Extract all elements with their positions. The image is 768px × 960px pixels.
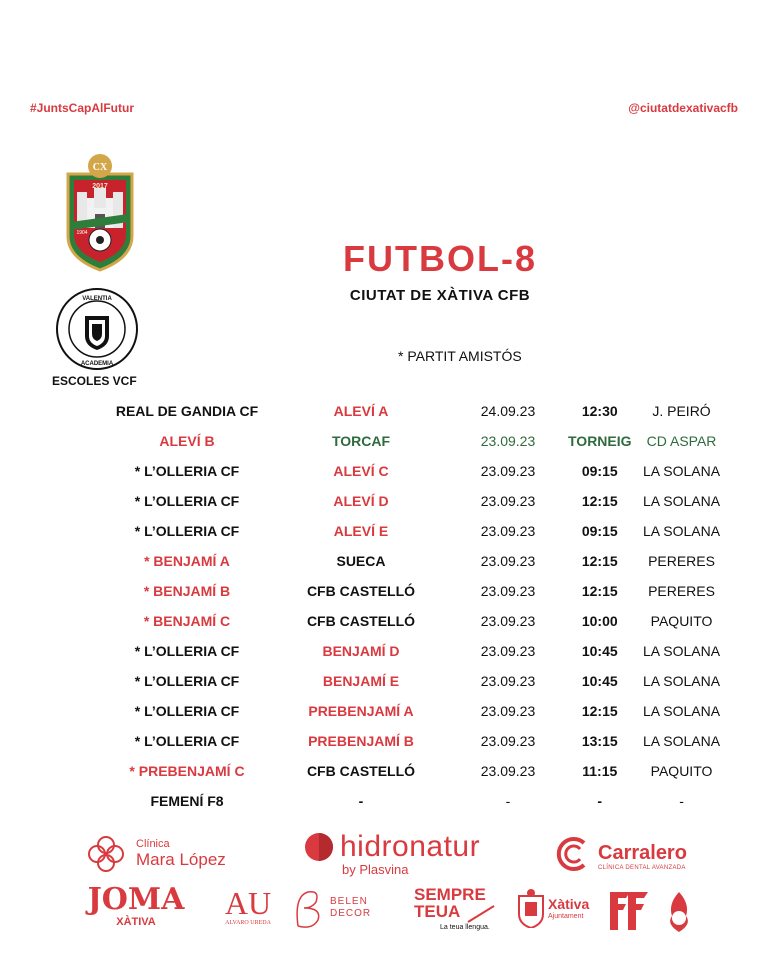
- fixture-venue: PERERES: [648, 553, 715, 569]
- fixture-row: [100, 726, 732, 756]
- fixture-venue: LA SOLANA: [643, 643, 721, 659]
- fixture-time: 10:45: [581, 643, 618, 659]
- sponsor-belen-decor: BELEN DECOR: [290, 886, 380, 932]
- fixture-home-team: * L’OLLERIA CF: [134, 523, 240, 539]
- fixture-away-team: ALEVÍ D: [333, 493, 389, 509]
- fixture-time: 12:15: [581, 493, 618, 509]
- fixture-home-team: * L’OLLERIA CF: [134, 733, 240, 749]
- fixture-home-team: * L’OLLERIA CF: [134, 493, 240, 509]
- fixture-home-team: * L’OLLERIA CF: [134, 643, 240, 659]
- fixtures-table: [100, 396, 732, 816]
- fixture-date: 23.09.23: [480, 523, 536, 539]
- fixture-away-team: ALEVÍ A: [333, 403, 389, 419]
- club-crest-logo: [62, 152, 138, 272]
- fixture-home-team: * BENJAMÍ B: [143, 583, 231, 599]
- fixture-away-team: BENJAMÍ D: [322, 643, 400, 659]
- fixture-time: TORNEIG: [568, 433, 632, 449]
- fixture-time: -: [597, 793, 603, 809]
- fixture-date: 23.09.23: [480, 673, 536, 689]
- fixture-time: 12:15: [581, 703, 618, 719]
- fixture-away-team: PREBENJAMÍ B: [308, 733, 414, 749]
- fixture-home-team: * L’OLLERIA CF: [134, 463, 240, 479]
- fixture-away-team: ALEVÍ C: [333, 463, 389, 479]
- sponsor-ffcv: [606, 888, 660, 934]
- fixture-venue: LA SOLANA: [643, 463, 721, 479]
- fixture-time: 12:15: [581, 583, 618, 599]
- fixture-row: [100, 546, 732, 576]
- hashtag: #JuntsCapAlFutur: [30, 101, 135, 115]
- fixture-date: 24.09.23: [480, 403, 536, 419]
- fixture-venue: LA SOLANA: [643, 733, 721, 749]
- fixture-row: [100, 516, 732, 546]
- fixture-date: 23.09.23: [480, 733, 536, 749]
- sponsor-carralero: Carralero CLÍNICA DENTAL AVANZADA: [552, 834, 702, 880]
- fixture-home-team: * BENJAMÍ C: [143, 613, 231, 629]
- fixture-venue: LA SOLANA: [643, 493, 721, 509]
- sponsor-sempre-teua: SEMPRE TEUA La teua llengua.: [414, 886, 498, 936]
- sponsor-emblem: [664, 890, 694, 934]
- fixture-venue: LA SOLANA: [643, 673, 721, 689]
- fixture-home-team: * PREBENJAMÍ C: [129, 763, 245, 779]
- fixture-away-team: TORCAF: [331, 433, 391, 449]
- sponsor-hidronatur: hidronatur by Plasvina: [304, 830, 504, 878]
- fixture-time: 11:15: [582, 763, 618, 779]
- fixture-row: [100, 456, 732, 486]
- friendly-note: * PARTIT AMISTÓS: [398, 348, 522, 364]
- fixture-date: 23.09.23: [480, 463, 536, 479]
- fixture-venue: CD ASPAR: [646, 433, 717, 449]
- fixture-row: [100, 426, 732, 456]
- fixture-venue: PAQUITO: [650, 613, 713, 629]
- page-subtitle: CIUTAT DE XÀTIVA CFB: [349, 287, 531, 304]
- fixture-row: [100, 576, 732, 606]
- fixture-away-team: SUECA: [336, 553, 386, 569]
- svg-text:2017: 2017: [92, 183, 108, 190]
- social-handle: @ciutatdexativacfb: [628, 101, 738, 115]
- fixture-time: 10:45: [581, 673, 618, 689]
- svg-text:ACADEMIA: ACADEMIA: [80, 361, 114, 367]
- sponsor-xativa-ajuntament: Xàtiva Ajuntament: [516, 888, 596, 934]
- fixture-home-team: ALEVÍ B: [159, 433, 215, 449]
- fixture-home-team: FEMENÍ F8: [150, 793, 224, 809]
- fixture-away-team: BENJAMÍ E: [322, 673, 400, 689]
- fixture-date: 23.09.23: [480, 643, 536, 659]
- fixture-time: 12:30: [581, 403, 618, 419]
- fixture-home-team: * L’OLLERIA CF: [134, 673, 240, 689]
- fixture-row: [100, 486, 732, 516]
- page-title: FUTBOL-8: [343, 238, 537, 279]
- svg-text:CX: CX: [92, 162, 108, 173]
- fixture-date: 23.09.23: [480, 613, 536, 629]
- fixture-row: [100, 786, 732, 816]
- fixture-date: 23.09.23: [480, 433, 536, 449]
- fixture-time: 13:15: [581, 733, 618, 749]
- fixture-home-team: REAL DE GANDIA CF: [115, 403, 259, 419]
- fixture-row: [100, 666, 732, 696]
- sponsor-clinica-mara-lopez: Clínica Mara López: [84, 832, 244, 876]
- fixture-away-team: CFB CASTELLÓ: [306, 763, 416, 779]
- fixture-date: 23.09.23: [480, 583, 536, 599]
- fixture-away-team: CFB CASTELLÓ: [306, 613, 416, 629]
- fixture-time: 09:15: [581, 463, 618, 479]
- fixture-venue: LA SOLANA: [643, 703, 721, 719]
- fixture-time: 10:00: [581, 613, 618, 629]
- fixture-row: [100, 756, 732, 786]
- fixture-row: [100, 636, 732, 666]
- fixture-date: -: [505, 793, 511, 809]
- sponsor-alvaro-ureda: AU ALVARO UREDA: [224, 885, 272, 926]
- fixture-away-team: CFB CASTELLÓ: [306, 583, 416, 599]
- fixture-away-team: ALEVÍ E: [333, 523, 389, 539]
- fixture-row: [100, 396, 732, 426]
- fixture-home-team: * L’OLLERIA CF: [134, 703, 240, 719]
- fixture-venue: PAQUITO: [650, 763, 713, 779]
- fixture-venue: J. PEIRÓ: [652, 403, 711, 419]
- fixture-away-team: -: [358, 793, 364, 809]
- vcf-label: ESCOLES VCF: [52, 374, 137, 388]
- sponsor-joma-xativa: JOMA XÀTIVA: [87, 882, 185, 928]
- fixture-venue: PERERES: [648, 583, 715, 599]
- fixture-date: 23.09.23: [480, 493, 536, 509]
- svg-text:VALENTIA: VALENTIA: [82, 296, 112, 302]
- fixture-away-team: PREBENJAMÍ A: [308, 703, 414, 719]
- fixture-row: [100, 606, 732, 636]
- fixture-venue: LA SOLANA: [643, 523, 721, 539]
- fixture-date: 23.09.23: [480, 553, 536, 569]
- fixture-date: 23.09.23: [480, 703, 536, 719]
- fixture-row: [100, 696, 732, 726]
- fixture-venue: -: [679, 793, 684, 809]
- fixture-date: 23.09.23: [480, 763, 536, 779]
- fixture-time: 09:15: [581, 523, 618, 539]
- svg-text:1904: 1904: [76, 230, 88, 236]
- fixture-time: 12:15: [581, 553, 618, 569]
- vcf-academy-badge: [54, 286, 140, 372]
- fixture-home-team: * BENJAMÍ A: [144, 553, 230, 569]
